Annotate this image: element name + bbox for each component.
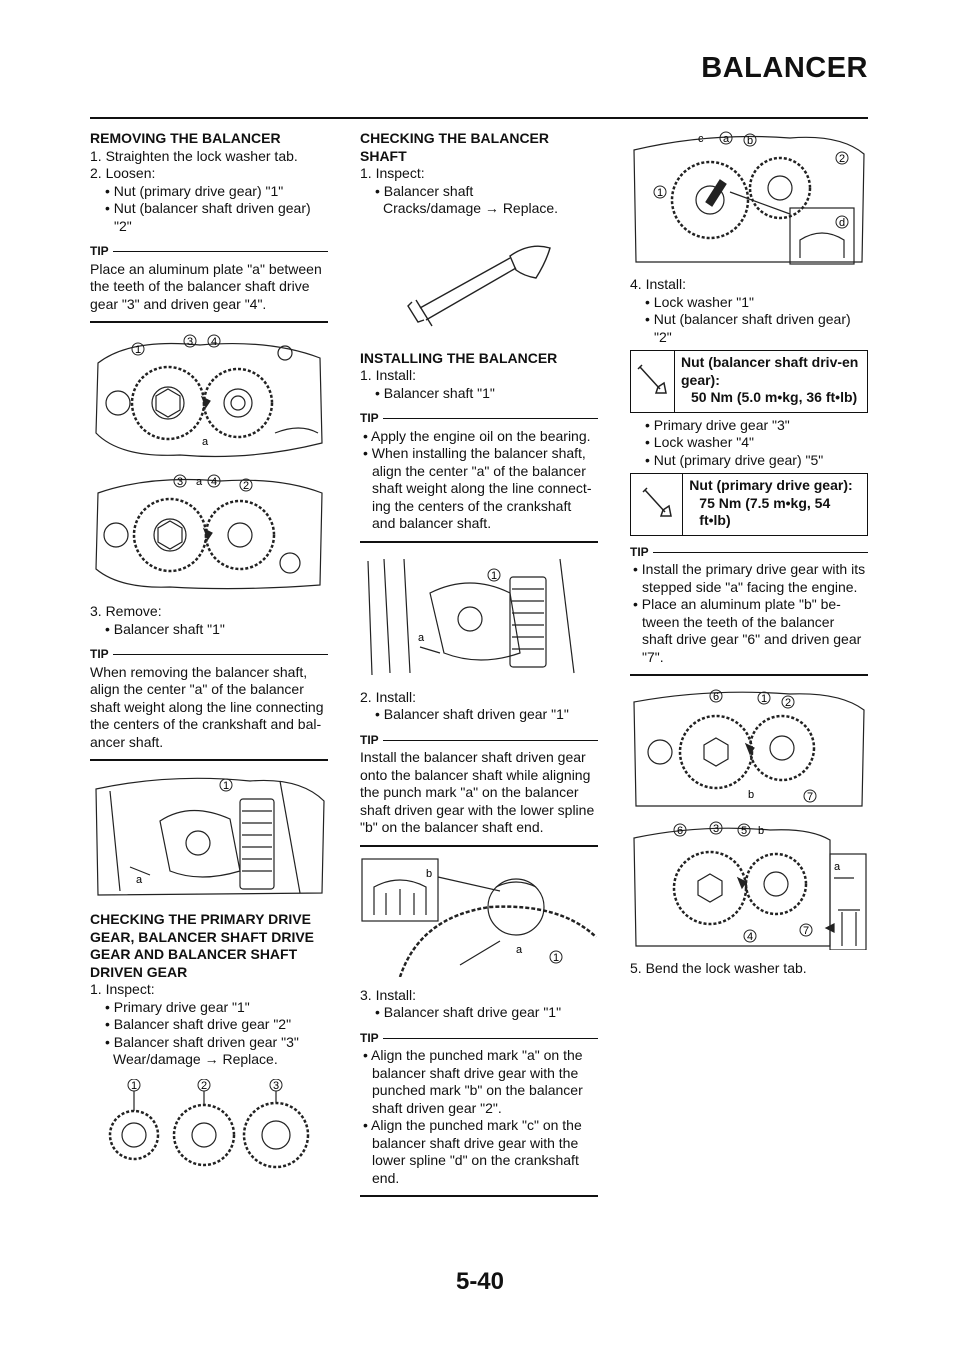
tip-box bbox=[360, 1030, 598, 1198]
figure-callout: 3 bbox=[273, 1079, 280, 1092]
bullet-item: • Primary drive gear "1" bbox=[105, 998, 250, 1015]
figure-callout: 4 bbox=[211, 476, 218, 488]
torque-wrench-icon bbox=[631, 351, 675, 412]
figure-callout: 1 bbox=[657, 187, 664, 199]
page-number: 5-40 bbox=[455, 1268, 505, 1295]
section-heading-checking-shaft: CHECKING THE BALANCER SHAFT bbox=[360, 130, 549, 164]
tip-bullet: • When installing the balancer shaft, align the center "a" of the balancer shaft weight along the line connect-ing the centers of the crankshaft and balancer shaft. bbox=[363, 445, 592, 531]
section-heading-removing: REMOVING THE BALANCER bbox=[90, 130, 281, 146]
step-text: 2. Loosen: bbox=[90, 165, 156, 181]
figure-callout: 1 bbox=[135, 344, 142, 356]
tip-box bbox=[90, 243, 328, 323]
torque-spec-box bbox=[630, 473, 868, 536]
figure-callout: 4 bbox=[747, 931, 754, 943]
tip-bullet: • Apply the engine oil on the bearing. bbox=[363, 427, 591, 444]
bullet-item: • Balancer shaft "1" bbox=[105, 620, 225, 637]
step-text: 3. Install: bbox=[360, 986, 417, 1003]
figure-callout: c bbox=[698, 133, 704, 145]
step-text: 1. Install: bbox=[360, 367, 417, 383]
gears-illustration bbox=[90, 1079, 328, 1169]
torque-wrench-icon bbox=[631, 474, 683, 535]
step-text: 1. Inspect: bbox=[90, 981, 155, 997]
figure-callout: 3 bbox=[187, 336, 194, 348]
bullet-item: • Nut (primary drive gear) "5" bbox=[645, 451, 824, 468]
figure-callout: 3 bbox=[713, 823, 720, 835]
tip-label: TIP bbox=[360, 732, 598, 750]
tip-bullet: • Place an aluminum plate "b" be-tween the teeth of the balancer shaft drive gear "6" and driven gear "7". bbox=[633, 596, 862, 665]
tip-label: TIP bbox=[630, 544, 868, 562]
section-heading-installing: INSTALLING THE BALANCER bbox=[360, 349, 558, 366]
column-left bbox=[90, 130, 328, 1179]
figure-callout: 6 bbox=[713, 691, 720, 703]
tip-bullet: • Install the primary drive gear with its stepped side "a" facing the engine. bbox=[633, 561, 866, 595]
tip-box bbox=[360, 732, 598, 847]
balancer-shaft-illustration bbox=[360, 228, 598, 340]
figure-callout: 3 bbox=[177, 476, 184, 488]
column-right bbox=[630, 130, 868, 978]
page-title: BALANCER bbox=[701, 52, 868, 84]
figure-callout: 7 bbox=[803, 925, 810, 937]
figure-callout: a bbox=[136, 874, 143, 886]
driven-gear-illustration bbox=[360, 857, 598, 977]
engine-illustration-6 bbox=[630, 686, 868, 810]
figure-callout: 7 bbox=[807, 791, 814, 803]
step-text: 2. Install: bbox=[360, 688, 417, 705]
tip-label: TIP bbox=[90, 243, 328, 261]
engine-illustration-2 bbox=[90, 473, 328, 593]
spec-title: Nut (balancer shaft driv-en gear): bbox=[680, 354, 859, 388]
tip-text: Install the balancer shaft driven gear onto the balancer shaft while aligning the punch mark "a" on the balancer shaft driven gear with the lower spline "b" on the balancer shaft end. bbox=[360, 749, 595, 835]
engine-illustration-3 bbox=[90, 771, 328, 901]
figure-callout: 2 bbox=[839, 153, 846, 165]
tip-text: When removing the balancer shaft, align the center "a" of the balancer shaft weight along the line connecting the centers of the crankshaft and bal-ancer shaft. bbox=[90, 663, 324, 750]
step-text: 1. Straighten the lock washer tab. bbox=[90, 147, 298, 164]
figure-callout: 2 bbox=[785, 697, 792, 709]
figure-callout: a bbox=[418, 631, 425, 644]
figure-callout: 4 bbox=[211, 336, 218, 348]
bullet-item: • Nut (primary drive gear) "1" bbox=[105, 182, 284, 199]
figure-callout: 1 bbox=[553, 951, 560, 964]
bullet-item: • Balancer shaft "1" bbox=[375, 384, 495, 401]
column-middle bbox=[360, 130, 598, 1197]
bullet-item: • Balancer shaft driven gear "3" bbox=[105, 1033, 299, 1050]
tip-text: Place an aluminum plate "a" between the teeth of the balancer shaft drive gear "3" and driven gear "4". bbox=[90, 260, 322, 312]
figure-callout: b bbox=[426, 867, 433, 880]
tip-box bbox=[630, 544, 868, 677]
figure-callout: 1 bbox=[491, 569, 498, 582]
figure-callout: d bbox=[839, 217, 846, 229]
bullet-item: • Balancer shaft drive gear "2" bbox=[105, 1016, 292, 1032]
tip-box bbox=[90, 646, 328, 761]
figure-callout: a bbox=[196, 476, 203, 488]
figure-callout: 2 bbox=[201, 1079, 208, 1092]
figure-callout: b bbox=[747, 135, 754, 147]
bullet-item: • Primary drive gear "3" bbox=[645, 416, 790, 433]
step-text: 5. Bend the lock washer tab. bbox=[630, 960, 807, 976]
figure-callout: 5 bbox=[741, 825, 748, 837]
bullet-item: • Nut (balancer shaft driven gear) "2" bbox=[645, 311, 851, 345]
spec-value: 75 Nm (7.5 m•kg, 54 ft•lb) bbox=[699, 494, 831, 528]
tip-bullet: • Align the punched mark "c" on the balancer shaft drive gear with the lower spline "d" on the crankshaft end. bbox=[363, 1117, 582, 1186]
step-text: 3. Remove: bbox=[90, 603, 162, 619]
tip-label: TIP bbox=[360, 410, 598, 428]
spec-value: 50 Nm (5.0 m•kg, 36 ft•lb) bbox=[690, 389, 858, 405]
bullet-item: • Lock washer "4" bbox=[645, 434, 754, 450]
engine-illustration-1 bbox=[90, 333, 328, 463]
figure-callout: a bbox=[723, 133, 730, 145]
bullet-item: • Lock washer "1" bbox=[645, 293, 754, 310]
engine-illustration-7 bbox=[630, 820, 868, 950]
torque-spec-box bbox=[630, 350, 868, 413]
bullet-item: • Balancer shaft drive gear "1" bbox=[375, 1004, 562, 1020]
result-text: Cracks/damage → Replace. bbox=[383, 200, 559, 216]
bullet-item: • Balancer shaft bbox=[375, 182, 474, 199]
section-heading-checking-gears: CHECKING THE PRIMARY DRIVE GEAR, BALANCER SHAFT DRIVE GEAR AND BALANCER SHAFT DRIVEN GEAR bbox=[90, 911, 315, 980]
tip-label: TIP bbox=[90, 646, 328, 664]
spec-title: Nut (primary drive gear): bbox=[689, 477, 853, 493]
tip-bullet: • Align the punched mark "a" on the balancer shaft drive gear with the punched mark "b" on the balancer shaft driven gear "2". bbox=[363, 1047, 583, 1116]
figure-callout: 2 bbox=[243, 480, 250, 492]
engine-illustration-5 bbox=[630, 130, 868, 266]
tip-box bbox=[360, 410, 598, 543]
bullet-item: • Nut (balancer shaft driven gear) "2" bbox=[105, 200, 311, 234]
figure-callout: b bbox=[758, 825, 765, 837]
figure-callout: a bbox=[516, 943, 523, 956]
figure-callout: 1 bbox=[131, 1079, 138, 1092]
figure-callout: a bbox=[202, 436, 209, 448]
figure-callout: 6 bbox=[677, 825, 684, 837]
figure-callout: b bbox=[748, 789, 755, 801]
step-text: 4. Install: bbox=[630, 276, 687, 292]
bullet-item: • Balancer shaft driven gear "1" bbox=[375, 706, 569, 722]
step-text: 1. Inspect: bbox=[360, 165, 425, 181]
header-divider bbox=[90, 117, 868, 119]
result-text: Wear/damage → Replace. bbox=[113, 1051, 278, 1067]
tip-label: TIP bbox=[360, 1030, 598, 1048]
figure-callout: 1 bbox=[223, 780, 230, 792]
figure-callout: a bbox=[834, 861, 841, 873]
engine-illustration-4 bbox=[360, 553, 598, 679]
figure-callout: 1 bbox=[761, 693, 768, 705]
